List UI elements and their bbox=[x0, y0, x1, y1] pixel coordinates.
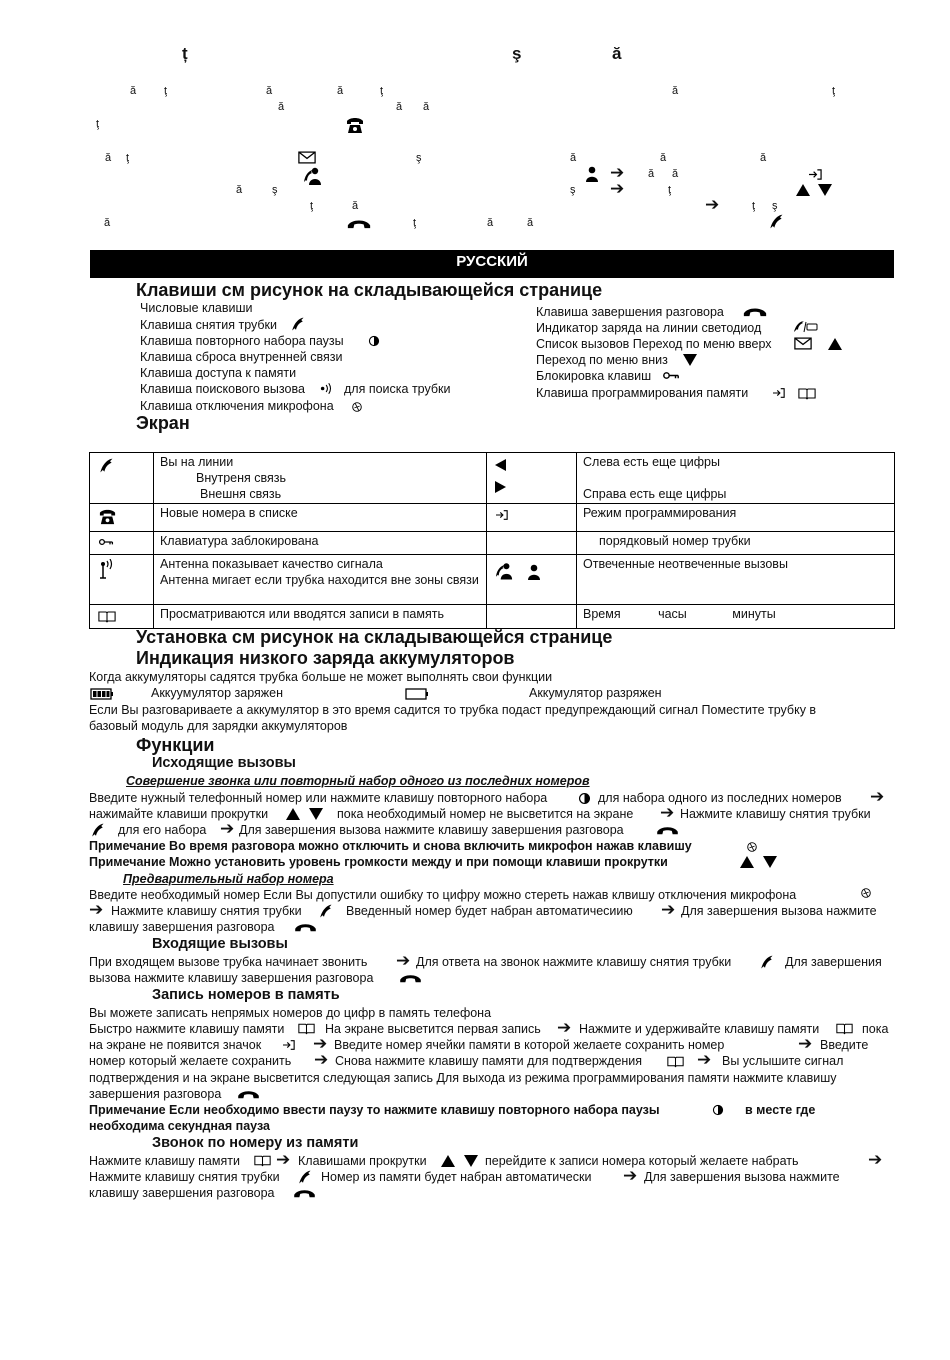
arrow-right-icon: ➔ bbox=[396, 951, 411, 970]
end-call-icon bbox=[236, 1088, 261, 1100]
cell-line: Антенна показывает качество сигнала bbox=[160, 557, 383, 571]
text-line: клавишу завершения разговора bbox=[89, 920, 275, 934]
arrow-up-icon bbox=[286, 808, 300, 820]
table-cell: Отвеченные неотвеченные вызовы bbox=[577, 555, 895, 605]
outgoing-heading: Исходящие вызовы bbox=[152, 755, 296, 771]
fragment-char: ă bbox=[672, 168, 679, 180]
handset-icon bbox=[759, 955, 774, 970]
key-item: Клавиша отключения микрофона bbox=[140, 399, 334, 413]
fragment-char: ă bbox=[760, 152, 767, 164]
battery-text: Если Вы разговариваете а аккумулятор в это время садится то трубка подаст предупреждающий сигнал Поместите трубку в bbox=[89, 703, 817, 717]
handset-icon bbox=[98, 458, 114, 474]
table-cell: Просматриваются или вводятся записи в память bbox=[154, 605, 487, 629]
key-item: для поиска трубки bbox=[344, 382, 451, 396]
fragment-char: ţ bbox=[752, 200, 756, 212]
text-line: для набора одного из последних номеров bbox=[598, 791, 842, 805]
functions-heading: Функции bbox=[136, 735, 215, 755]
arrow-down-icon bbox=[763, 856, 777, 868]
fragment-char: ţ bbox=[380, 85, 384, 97]
book-icon bbox=[98, 610, 116, 623]
recall-heading: Звонок по номеру из памяти bbox=[152, 1135, 359, 1151]
arrow-right-icon: ➔ bbox=[798, 1034, 813, 1053]
fragment-char: ă bbox=[105, 152, 112, 164]
redial-icon bbox=[712, 1104, 724, 1116]
text-line: подтверждения и на экране высветится следующая запись Для выхода из режима программирования памяти нажмите клавишу bbox=[89, 1071, 837, 1085]
fragment-char: ă bbox=[672, 85, 679, 97]
text-line: завершения разговора bbox=[89, 1087, 222, 1101]
table-icon-cell bbox=[487, 532, 577, 555]
text-line: Снова нажмите клавишу памяти для подтверждения bbox=[335, 1054, 643, 1068]
language-label: РУССКИЙ bbox=[456, 253, 528, 270]
text-line: Введите необходимый номер Если Вы допустили ошибку то цифру можно стереть нажав клвишу отключения микрофона bbox=[89, 888, 797, 902]
table-row bbox=[90, 555, 895, 605]
handset-icon bbox=[297, 1170, 312, 1185]
cell-line: порядковый номер трубки bbox=[599, 534, 751, 548]
text-line: для его набора bbox=[118, 823, 207, 837]
text-line: номер который желаете сохранить bbox=[89, 1054, 292, 1068]
fragment-char: ă bbox=[352, 200, 359, 212]
fragment-char: ă bbox=[423, 101, 430, 113]
cell-line: Внешня связь bbox=[200, 487, 282, 501]
table-cell bbox=[577, 453, 895, 504]
cell-line: часы bbox=[658, 607, 687, 621]
fragment-char: ţ bbox=[413, 217, 417, 229]
table-row bbox=[90, 532, 895, 555]
text-line: Вы можете записать непрямых номеров до цифр в память телефона bbox=[89, 1006, 492, 1020]
text-line: вызова нажмите клавишу завершения разговора bbox=[89, 971, 374, 985]
book-icon bbox=[254, 1154, 271, 1167]
arrow-right-icon: ➔ bbox=[661, 900, 676, 919]
fragment-char: ş bbox=[772, 200, 778, 212]
antenna-icon bbox=[98, 559, 114, 579]
enter-icon bbox=[282, 1039, 296, 1051]
text-line: Для завершения вызова нажмите клавишу завершения разговора bbox=[239, 823, 624, 837]
fragment-char: ă bbox=[278, 101, 285, 113]
end-call-icon bbox=[742, 305, 768, 318]
arrow-right-icon: ➔ bbox=[610, 179, 625, 198]
text-line: Клавишами прокрутки bbox=[298, 1154, 427, 1168]
key-item: Числовые клавиши bbox=[140, 301, 253, 315]
text-line: Нажмите клавишу памяти bbox=[89, 1154, 240, 1168]
outgoing-subheading: Предварительный набор номера bbox=[123, 872, 334, 886]
fragment-char: ţ bbox=[164, 85, 168, 97]
phone-icon bbox=[345, 115, 365, 135]
end-call-icon bbox=[293, 921, 318, 933]
arrow-up-icon bbox=[441, 1155, 455, 1167]
text-line: На экране высветится первая запись bbox=[325, 1022, 541, 1036]
arrow-right-icon: ➔ bbox=[697, 1050, 712, 1069]
text-line: Нажмите клавишу снятия трубки bbox=[89, 1170, 280, 1184]
fragment-char: ţ bbox=[310, 200, 314, 212]
book-icon bbox=[667, 1055, 684, 1068]
redial-icon bbox=[578, 792, 591, 805]
mic-mute-icon bbox=[351, 401, 363, 413]
fragment-char: ţ bbox=[668, 184, 672, 196]
note-line: Примечание Если необходимо ввести паузу то нажмите клавишу повторного набора паузы bbox=[89, 1103, 660, 1117]
fragment-char: ă bbox=[236, 184, 243, 196]
text-line: пока bbox=[862, 1022, 889, 1036]
handset-icon bbox=[768, 214, 784, 230]
battery-full-icon bbox=[90, 688, 114, 700]
table-row bbox=[90, 504, 895, 532]
arrow-right-icon: ➔ bbox=[705, 195, 720, 214]
text-line: Нажмите клавишу снятия трубки bbox=[680, 807, 871, 821]
end-call-icon bbox=[655, 824, 680, 836]
text-line: Для ответа на звонок нажмите клавишу снятия трубки bbox=[416, 955, 732, 969]
phone-icon bbox=[98, 507, 117, 526]
text-line: Введите нужный телефонный номер или нажмите клавишу повторного набора bbox=[89, 791, 548, 805]
arrow-right-icon: ➔ bbox=[313, 1034, 328, 1053]
key-item: Клавиша поискового вызова bbox=[140, 382, 305, 396]
table-cell bbox=[154, 555, 487, 605]
key-lock-icon bbox=[98, 538, 114, 546]
book-icon bbox=[836, 1022, 853, 1035]
end-call-icon bbox=[292, 1187, 317, 1199]
fragment-char: ş bbox=[570, 184, 576, 196]
arrow-right-icon: ➔ bbox=[868, 1150, 883, 1169]
note-line: Примечание Во время разговора можно отключить и снова включить микрофон нажав клавишу bbox=[89, 839, 692, 853]
key-item: Блокировка клавиш bbox=[536, 369, 652, 383]
led-icon bbox=[792, 321, 818, 333]
person-icon bbox=[585, 166, 599, 182]
battery-intro: Когда аккумуляторы садятся трубка больше не может выполнять свои функции bbox=[89, 670, 553, 684]
key-item: Клавиша повторного набора паузы bbox=[140, 334, 344, 348]
cell-line: Вы на линии bbox=[160, 455, 234, 469]
arrow-down-icon bbox=[683, 354, 697, 366]
person-handset-icon bbox=[495, 562, 514, 580]
end-call-icon bbox=[346, 217, 372, 230]
text-line: перейдите к записи номера который желаете набрать bbox=[485, 1154, 799, 1168]
fragment-char: ş bbox=[416, 152, 422, 164]
text-line: нажимайте клавиши прокрутки bbox=[89, 807, 269, 821]
arrow-up-icon bbox=[828, 338, 842, 350]
battery-charged-label: Аккуумулятор заряжен bbox=[151, 686, 283, 700]
fragment-char: ă bbox=[660, 152, 667, 164]
battery-heading: Индикация низкого заряда аккумуляторов bbox=[136, 648, 515, 668]
outgoing-subheading: Совершение звонка или повторный набор одного из последних номеров bbox=[126, 774, 590, 788]
arrow-right-icon: ➔ bbox=[610, 163, 625, 182]
note-line: в месте где bbox=[745, 1103, 816, 1117]
fragment-char: ț bbox=[182, 44, 188, 63]
key-item: Клавиша снятия трубки bbox=[140, 318, 278, 332]
key-item: Список вызовов Переход по меню вверх bbox=[536, 337, 772, 351]
enter-icon bbox=[495, 509, 509, 521]
mic-mute-icon bbox=[860, 887, 872, 899]
arrow-up-icon bbox=[796, 184, 810, 196]
fragment-char: ţ bbox=[126, 152, 130, 164]
mic-mute-icon bbox=[746, 841, 758, 853]
table-row bbox=[90, 453, 895, 504]
arrow-right-icon: ➔ bbox=[276, 1150, 291, 1169]
fragment-char: ţ bbox=[96, 118, 100, 130]
battery-discharged-label: Аккумулятор разряжен bbox=[529, 686, 662, 700]
fragment-char: ă bbox=[396, 101, 403, 113]
handset-icon bbox=[318, 904, 333, 919]
key-item: Переход по меню вниз bbox=[536, 353, 668, 367]
note-line: Примечание Можно установить уровень громкости между и при помощи клавиши прокрутки bbox=[89, 855, 668, 869]
fragment-char: ă bbox=[527, 217, 534, 229]
end-call-icon bbox=[398, 972, 423, 984]
key-item: Клавиша завершения разговора bbox=[536, 305, 724, 319]
arrow-right-icon: ➔ bbox=[623, 1166, 638, 1185]
battery-text: базовый модуль для зарядки аккумуляторов bbox=[89, 719, 348, 733]
envelope-icon bbox=[298, 151, 316, 164]
arrow-right-icon: ➔ bbox=[660, 803, 675, 822]
table-cell: Новые номера в списке bbox=[154, 504, 487, 532]
note-line: необходима секундная пауза bbox=[89, 1119, 270, 1133]
text-line: Введите номер ячейки памяти в которой желаете сохранить номер bbox=[334, 1038, 725, 1052]
text-line: Для завершения вызова нажмите bbox=[644, 1170, 840, 1184]
battery-empty-icon bbox=[405, 688, 429, 700]
enter-icon bbox=[808, 168, 823, 181]
fragment-char: ă bbox=[570, 152, 577, 164]
cell-line: минуты bbox=[732, 607, 776, 621]
table-cell bbox=[154, 453, 487, 504]
cell-line: Справа есть еще цифры bbox=[583, 487, 727, 501]
fragment-char: ă bbox=[487, 217, 494, 229]
text-line: Быстро нажмите клавишу памяти bbox=[89, 1022, 285, 1036]
table-icon-cell bbox=[487, 555, 577, 605]
envelope-icon bbox=[794, 337, 812, 350]
table-icon-cell bbox=[90, 605, 154, 629]
memory-heading: Запись номеров в память bbox=[152, 987, 340, 1003]
person-icon bbox=[527, 564, 541, 580]
screen-heading: Экран bbox=[136, 413, 190, 433]
table-icon-cell bbox=[90, 453, 154, 504]
key-item: Клавиша доступа к памяти bbox=[140, 366, 297, 380]
book-icon bbox=[798, 387, 816, 400]
enter-icon bbox=[772, 387, 786, 399]
arrow-up-icon bbox=[740, 856, 754, 868]
fragment-char: ă bbox=[337, 85, 344, 97]
cell-line: Антенна мигает если трубка находится вне зоны связи bbox=[160, 573, 479, 587]
person-handset-icon bbox=[303, 166, 323, 186]
table-cell bbox=[577, 532, 895, 555]
arrow-down-icon bbox=[464, 1155, 478, 1167]
arrow-down-icon bbox=[309, 808, 323, 820]
cell-line: Внутреня связь bbox=[196, 471, 287, 485]
handset-icon bbox=[290, 317, 305, 332]
text-line: Введенный номер будет набран автоматичесиию bbox=[346, 904, 633, 918]
table-icon-cell bbox=[487, 453, 577, 504]
table-icon-cell bbox=[90, 555, 154, 605]
fragment-char: ţ bbox=[832, 85, 836, 97]
text-line: на экране не появится значок bbox=[89, 1038, 262, 1052]
page-icon bbox=[320, 383, 334, 394]
language-bar bbox=[90, 250, 894, 278]
text-line: Номер из памяти будет набран автоматически bbox=[321, 1170, 592, 1184]
key-item: Клавиша программирования памяти bbox=[536, 386, 749, 400]
handset-icon bbox=[90, 823, 105, 838]
text-line: Введите bbox=[820, 1038, 869, 1052]
fragment-char: ă bbox=[266, 85, 273, 97]
fragment-char: ă bbox=[648, 168, 655, 180]
fragment-char: ă bbox=[130, 85, 137, 97]
display-symbols-table bbox=[89, 452, 895, 629]
cell-line: Время bbox=[583, 607, 621, 621]
table-cell bbox=[577, 605, 895, 629]
text-line: Нажмите и удерживайте клавишу памяти bbox=[579, 1022, 820, 1036]
key-item: Индикатор заряда на линии светодиод bbox=[536, 321, 762, 335]
fragment-char: ă bbox=[104, 217, 111, 229]
table-icon-cell bbox=[90, 532, 154, 555]
key-item: Клавиша сброса внутренней связи bbox=[140, 350, 343, 364]
fragment-char: ă bbox=[612, 44, 622, 63]
table-cell: Режим программирования bbox=[577, 504, 895, 532]
arrow-left-icon bbox=[495, 459, 506, 471]
arrow-right-icon: ➔ bbox=[220, 819, 235, 838]
text-line: Вы услышите сигнал bbox=[722, 1054, 844, 1068]
keys-heading: Клавиши см рисунок на складывающейся странице bbox=[136, 280, 603, 300]
key-lock-icon bbox=[662, 371, 680, 380]
arrow-right-icon: ➔ bbox=[314, 1050, 329, 1069]
text-line: При входящем вызове трубка начинает звонить bbox=[89, 955, 368, 969]
install-heading: Установка см рисунок на складывающейся странице bbox=[136, 627, 613, 647]
fragment-char: ş bbox=[512, 44, 522, 63]
table-row bbox=[90, 605, 895, 629]
arrow-right-icon: ➔ bbox=[89, 900, 104, 919]
arrow-right-icon: ➔ bbox=[870, 787, 885, 806]
arrow-right-icon: ➔ bbox=[557, 1018, 572, 1037]
cell-line: Слева есть еще цифры bbox=[583, 455, 720, 469]
fragment-char: ş bbox=[272, 184, 278, 196]
arrow-right-icon bbox=[495, 481, 506, 493]
text-line: Для завершения вызова нажмите bbox=[681, 904, 877, 918]
text-line: Нажмите клавишу снятия трубки bbox=[111, 904, 302, 918]
redial-icon bbox=[368, 335, 380, 347]
text-line: пока необходимый номер не высветится на экране bbox=[337, 807, 634, 821]
table-cell: Клавиатура заблокирована bbox=[154, 532, 487, 555]
incoming-heading: Входящие вызовы bbox=[152, 936, 288, 952]
arrow-down-icon bbox=[818, 184, 832, 196]
text-line: Для завершения bbox=[785, 955, 882, 969]
table-icon-cell bbox=[487, 504, 577, 532]
text-line: клавишу завершения разговора bbox=[89, 1186, 275, 1200]
table-icon-cell bbox=[487, 605, 577, 629]
table-icon-cell bbox=[90, 504, 154, 532]
